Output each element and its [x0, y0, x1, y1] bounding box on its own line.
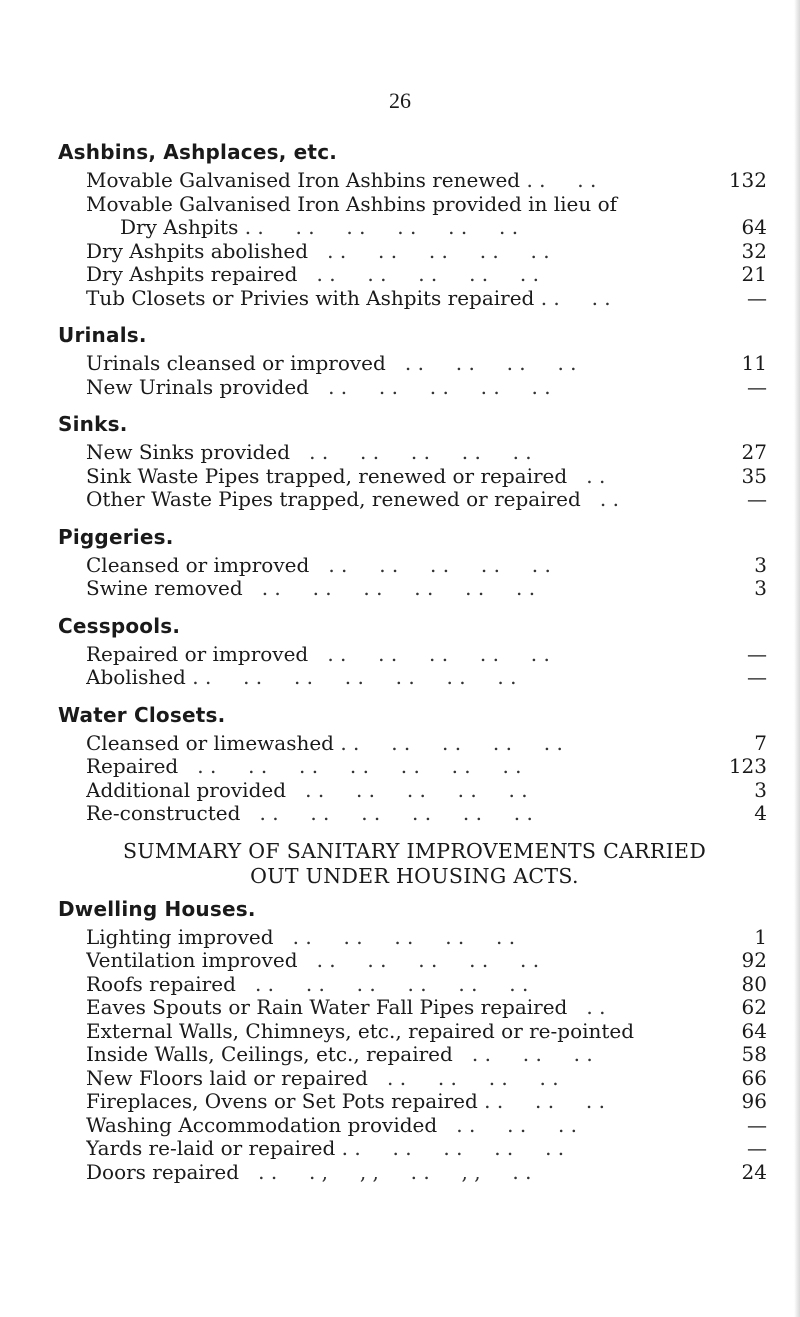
- leader-dots: . . . . . . . . . . . . . .: [185, 666, 517, 689]
- dwelling-section: [58, 896, 767, 1185]
- table-row: [62, 1020, 767, 1044]
- leader-dots: . . . . . . . . . .: [286, 778, 528, 802]
- row-label: [86, 441, 707, 465]
- row-label: [86, 779, 707, 803]
- row-label-text: Cleansed or improved: [86, 553, 310, 577]
- table-row: [62, 643, 767, 667]
- row-label-text: Lighting improved: [86, 925, 274, 949]
- row-value: 27: [741, 440, 767, 464]
- leader-dots: . . . . . . . . . .: [308, 642, 550, 666]
- row-label-text: Re-constructed: [86, 802, 241, 825]
- table-row: [62, 263, 767, 287]
- leader-dots: . . . . . . . . . . . .: [235, 972, 529, 996]
- dwelling-rows: [62, 926, 767, 1185]
- leader-dots: . . . . . . . . . .: [335, 1137, 565, 1160]
- table-row: [62, 554, 767, 578]
- row-label-text: New Sinks provided: [86, 441, 291, 464]
- section-heading: Cesspools.: [58, 613, 181, 638]
- row-label: [86, 1067, 707, 1091]
- report-section: [58, 140, 767, 310]
- row-label: [86, 755, 707, 779]
- row-label: [86, 169, 707, 193]
- leader-dots: . . . .: [520, 169, 597, 192]
- row-value: —: [747, 1112, 767, 1137]
- leader-dots: . . . . . . . . . .: [309, 375, 551, 399]
- leader-dots: . . . . . . . . . . . . . .: [178, 755, 522, 778]
- table-row: [62, 949, 767, 973]
- row-label: [120, 216, 707, 240]
- table-row: [62, 1161, 767, 1185]
- table-row: [62, 352, 767, 376]
- row-label: [86, 802, 707, 826]
- row-label-text: Dry Ashpits repaired: [86, 263, 298, 286]
- section-heading: Water Closets.: [58, 702, 226, 727]
- row-label-text: New Floors laid or repaired: [86, 1066, 368, 1090]
- row-label-text: Repaired or improved: [86, 642, 309, 666]
- row-label-text: Dry Ashpits: [120, 216, 239, 239]
- table-row: [62, 441, 767, 465]
- table-row: [62, 973, 767, 997]
- row-value: 11: [741, 351, 767, 375]
- row-label-text: External Walls, Chimneys, etc., repaired or re-pointed: [86, 1019, 635, 1043]
- row-value: 80: [741, 971, 767, 996]
- row-value: 58: [741, 1042, 767, 1066]
- row-value: 96: [741, 1089, 767, 1113]
- report-section: [58, 702, 767, 826]
- row-value: —: [747, 285, 767, 310]
- row-label-text: Additional provided: [86, 778, 287, 802]
- row-label-text: Abolished: [86, 666, 186, 689]
- row-value: 62: [741, 995, 767, 1019]
- leader-dots: . . . , , , . . , , . .: [239, 1160, 532, 1184]
- report-section: [58, 412, 767, 512]
- table-row: [62, 1137, 767, 1161]
- row-value: 4: [754, 801, 767, 825]
- summary-line-2: OUT UNDER HOUSING ACTS.: [250, 863, 579, 888]
- table-row: [62, 488, 767, 512]
- row-label: [86, 1043, 707, 1067]
- row-label: [86, 240, 707, 264]
- leader-dots: . . . . . .: [477, 1090, 605, 1113]
- report-content: [58, 140, 767, 1197]
- page-edge-shadow: [794, 0, 800, 1317]
- leader-dots: . . . . . . . . . .: [273, 925, 516, 949]
- leader-dots: . . . . . .: [452, 1043, 593, 1066]
- row-label-text: Fireplaces, Ovens or Set Pots repaired: [86, 1090, 478, 1113]
- table-row: [62, 779, 767, 803]
- table-row: [62, 1090, 767, 1114]
- row-value: 21: [741, 262, 767, 286]
- table-row: [62, 1114, 767, 1138]
- table-row: [62, 1043, 767, 1067]
- row-label-text: New Urinals provided: [86, 375, 309, 399]
- table-row: [62, 465, 767, 489]
- page-number: 26: [389, 88, 411, 113]
- row-label: [86, 352, 707, 376]
- row-value: 3: [754, 576, 767, 600]
- row-label: [86, 376, 707, 400]
- leader-dots: . . . . . . . . . .: [309, 553, 551, 577]
- row-label-text: Tub Closets or Privies with Ashpits repaired: [86, 286, 535, 310]
- leader-dots: . . . . . . . .: [367, 1066, 559, 1090]
- leader-dots: . . . . . . . . . .: [333, 731, 563, 755]
- report-section: [58, 613, 767, 690]
- summary-heading: [62, 839, 767, 889]
- row-value: 1: [754, 924, 767, 949]
- row-label: [86, 554, 707, 578]
- table-row: [62, 577, 767, 601]
- row-label-text: Eaves Spouts or Rain Water Fall Pipes repaired: [86, 996, 568, 1019]
- leader-dots: . . . .: [534, 286, 611, 310]
- row-value: 123: [728, 754, 767, 778]
- row-value: 24: [741, 1159, 767, 1184]
- row-label: [86, 643, 707, 667]
- row-value: 35: [741, 463, 767, 488]
- section-heading: Sinks.: [58, 412, 128, 436]
- table-row: [62, 240, 767, 264]
- row-value: —: [747, 1136, 767, 1160]
- row-label: [86, 949, 707, 973]
- leader-dots: . . . . . . . .: [385, 352, 577, 375]
- row-label: [86, 577, 707, 601]
- report-section: [58, 323, 767, 399]
- leader-dots: . . . . . . . . . . . .: [238, 216, 519, 239]
- leader-dots: . . . . . . . . . . . .: [242, 577, 536, 600]
- report-section: [58, 524, 767, 601]
- row-label-text: Urinals cleansed or improved: [86, 352, 386, 375]
- leader-dots: . . . . . . . . . .: [290, 441, 532, 464]
- row-label-text: Movable Galvanised Iron Ashbins provided in lieu of: [86, 192, 618, 216]
- row-value: —: [747, 487, 767, 511]
- summary-line-1: SUMMARY OF SANITARY IMPROVEMENTS CARRIED: [122, 838, 707, 863]
- row-value: 64: [741, 215, 767, 239]
- row-value: —: [747, 665, 767, 689]
- row-label-text: Inside Walls, Ceilings, etc., repaired: [86, 1043, 453, 1066]
- row-label-text: Sink Waste Pipes trapped, renewed or repaired: [86, 464, 568, 488]
- row-label-text: Cleansed or limewashed: [86, 731, 334, 755]
- row-value: 7: [754, 730, 767, 755]
- leader-dots: . .: [567, 464, 606, 488]
- row-label: [86, 926, 707, 950]
- row-label: [86, 1137, 707, 1161]
- row-value: 92: [741, 948, 767, 972]
- row-value: 66: [741, 1065, 767, 1090]
- row-label: [86, 732, 707, 756]
- row-label-text: Roofs repaired: [86, 972, 236, 996]
- section-heading: Piggeries.: [58, 524, 174, 549]
- row-label-text: Movable Galvanised Iron Ashbins renewed: [86, 169, 521, 192]
- leader-dots: . .: [567, 996, 606, 1019]
- sections-container: [58, 140, 767, 826]
- leader-dots: . . . . . . . . . .: [308, 239, 550, 263]
- row-label-text: Repaired: [86, 755, 179, 778]
- row-label: [86, 193, 707, 217]
- row-label: [86, 996, 707, 1020]
- row-label: [86, 1090, 707, 1114]
- table-row: [62, 755, 767, 779]
- row-label-text: Yards re-laid or repaired: [86, 1137, 336, 1160]
- row-label-text: Swine removed: [86, 577, 243, 600]
- table-row: [62, 666, 767, 690]
- row-label-text: Dry Ashpits abolished: [86, 239, 309, 263]
- table-row: [62, 926, 767, 950]
- row-value: 3: [754, 552, 767, 577]
- row-label-text: Doors repaired: [86, 1160, 240, 1184]
- row-label: [86, 1161, 707, 1185]
- table-row: [62, 287, 767, 311]
- leader-dots: . . . . . . . . . . . .: [240, 802, 533, 825]
- row-value: —: [747, 641, 767, 666]
- row-label: [86, 263, 707, 287]
- row-label: [86, 488, 707, 512]
- row-label: [86, 973, 707, 997]
- row-label: [86, 465, 707, 489]
- row-label-text: Ventilation improved: [86, 949, 298, 972]
- row-label: [86, 1114, 707, 1138]
- table-row: [62, 996, 767, 1020]
- row-label-text: Other Waste Pipes trapped, renewed or repaired: [86, 488, 581, 511]
- table-row: [62, 802, 767, 826]
- row-label: [86, 666, 707, 690]
- table-row: [62, 376, 767, 400]
- row-value: —: [747, 374, 767, 399]
- table-row: [62, 732, 767, 756]
- table-row: [62, 216, 767, 240]
- section-heading: Urinals.: [58, 323, 147, 347]
- table-row: [62, 1067, 767, 1091]
- section-heading: Dwelling Houses.: [58, 896, 256, 921]
- leader-dots: . . . . . .: [437, 1113, 578, 1137]
- row-value: 3: [754, 777, 767, 802]
- section-heading: Ashbins, Ashplaces, etc.: [58, 140, 338, 164]
- row-value: 64: [741, 1018, 767, 1043]
- leader-dots: . . . . . . . . . .: [297, 949, 540, 972]
- table-row: [62, 169, 767, 193]
- table-row: [62, 193, 767, 217]
- row-value: 132: [728, 168, 767, 192]
- leader-dots: . . . . . . . . . .: [297, 263, 540, 286]
- row-label: [86, 1020, 707, 1044]
- leader-dots: . .: [580, 488, 619, 511]
- row-value: 32: [741, 238, 767, 263]
- row-label: [86, 287, 707, 311]
- row-label-text: Washing Accommodation provided: [86, 1113, 438, 1137]
